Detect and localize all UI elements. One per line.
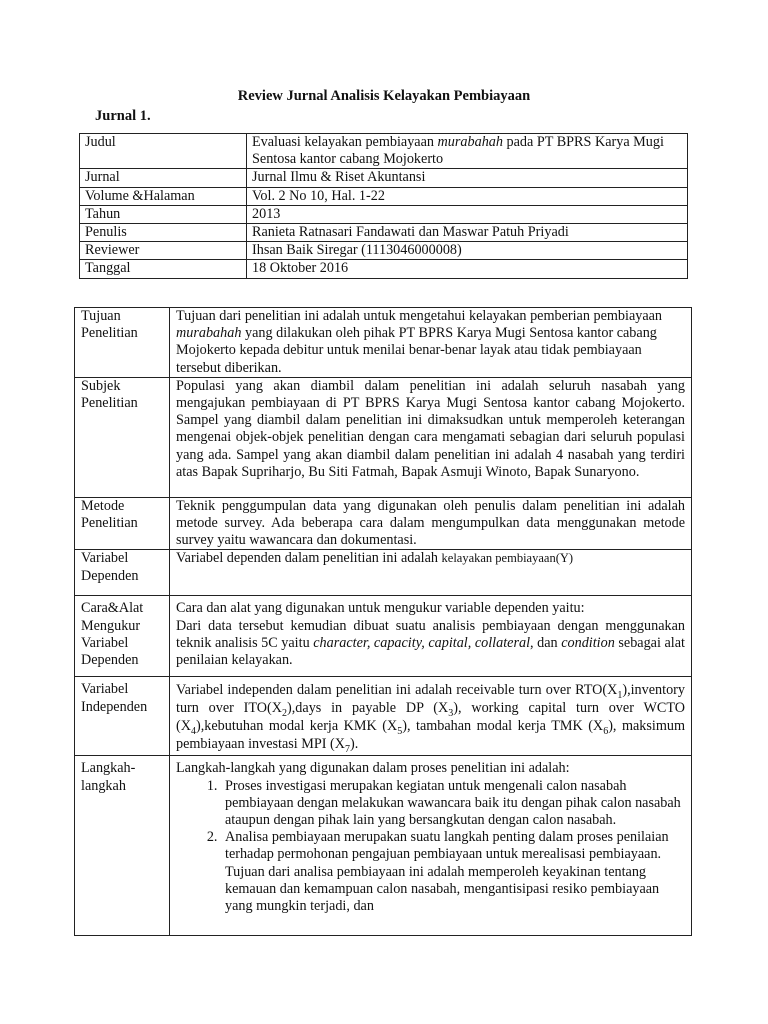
tujuan-value: Tujuan dari penelitian ini adalah untuk mengetahui kelayakan pemberian pembiayaan murabahah yang dilakukan oleh pihak PT BPRS Karya Mugi Sentosa kantor cabang Mojokerto kepada debitur untuk menilai benar-benar layak atau tidak pembiayaan tersebut diberikan. [170,308,692,378]
variabel-independen-label: Variabel Independen [75,677,170,756]
table-row [80,169,688,187]
jurnal-number-label: Jurnal 1. [95,108,151,124]
volume-label: Volume &Halaman [80,187,247,205]
langkah-list [176,778,685,916]
table-row [80,187,688,205]
metode-value: Teknik penggumpulan data yang digunakan oleh penulis dalam penelitian ini adalah metode survey. Ada beberapa cara dalam mengumpulkan data menggunakan metode survey yaitu wawancara dan dokumentasi. [170,497,692,550]
langkah-label: Langkah- langkah [75,756,170,936]
table-row [75,596,692,677]
langkah-value [170,756,692,936]
langkah-intro: Langkah-langkah yang digunakan dalam proses penelitian ini adalah: [176,760,570,777]
jurnal-value: Jurnal Ilmu & Riset Akuntansi [247,169,688,187]
tahun-value: 2013 [247,205,688,223]
table-row [75,677,692,756]
journal-info-table [79,133,688,279]
variabel-independen-value: Variabel independen dalam penelitian ini adalah receivable turn over $RTO(X_1),inventory$ turn over $ITO(X_2),days$ in payable DP $(X_3)$, working capital turn over WCTO $(X_4),kebutuhan$ modal kerja KMK $(X_5)$, tambahan modal kerja TMK $(X_6)$, maksimum pembiayaan investasi MPI $(X_7)$. [170,677,692,756]
table-row [75,308,692,378]
subjek-value: Populasi yang akan diambil dalam penelitian ini adalah seluruh nasabah yang mengajukan pembiayaan di PT BPRS Karya Mugi Sentosa kantor cabang Mojokerto. Sampel yang diambil dalam penelitian ini dimaksudkan untuk memperoleh keterangan mengenai objek-objek penelitian dengan cara mengamati sebagian dari seluruh populasi yang ada. Sampel yang akan diambil dalam penelitian ini adalah 4 nasabah yang terdiri atas Bapak Supriharjo, Bu Siti Fatmah, Bapak Asmuji Winoto, Bapak Sunaryono. [170,377,692,497]
table-row [75,550,692,596]
table-row [80,205,688,223]
cara-alat-value: Cara dan alat yang digunakan untuk mengukur variable dependen yaitu: Dari data tersebut kemudian dibuat suatu analisis pembiayaan dengan menggunakan teknik analisis 5C yaitu character, capacity, capital, collateral, dan condition sebagai alat penilaian kelayakan. [170,596,692,677]
table-row [80,134,688,169]
tanggal-label: Tanggal [80,260,247,278]
penulis-value: Ranieta Ratnasari Fandawati dan Maswar Patuh Priyadi [247,224,688,242]
reviewer-value: Ihsan Baik Siregar (1113046000008) [247,242,688,260]
variabel-dependen-value: Variabel dependen dalam penelitian ini adalah kelayakan pembiayaan(Y) [170,550,692,596]
tujuan-label: Tujuan Penelitian [75,308,170,378]
list-item: 2. Analisa pembiayaan merupakan suatu langkah penting dalam proses penilaian terhadap permohonan pengajuan pembiayaan untuk merealisasi pembiayaan. Tujuan dari analisa pembiayaan ini adalah memperoleh keyakinan tentang kemauan dan kemampuan calon nasabah, mengantisipasi resiko pembiayaan yang mungkin terjadi, dan [221,829,685,915]
penulis-label: Penulis [80,224,247,242]
table-row [75,497,692,550]
volume-value: Vol. 2 No 10, Hal. 1-22 [247,187,688,205]
variabel-dependen-label: Variabel Dependen [75,550,170,596]
table-row [80,260,688,278]
judul-value: Evaluasi kelayakan pembiayaan murabahah pada PT BPRS Karya Mugi Sentosa kantor cabang Mojokerto [247,134,688,169]
table-row [80,224,688,242]
tahun-label: Tahun [80,205,247,223]
table-row [75,756,692,936]
cara-alat-label: Cara&Alat Mengukur Variabel Dependen [75,596,170,677]
subjek-label: Subjek Penelitian [75,377,170,497]
list-item: 1. Proses investigasi merupakan kegiatan untuk mengenali calon nasabah pembiayaan dengan melakukan wawancara baik itu dengan pihak calon nasabah ataupun dengan pihak lain yang bersangkutan dengan calon nasabah. [221,778,685,830]
document-title: Review Jurnal Analisis Kelayakan Pembiayaan [237,88,531,104]
reviewer-label: Reviewer [80,242,247,260]
tanggal-value: 18 Oktober 2016 [247,260,688,278]
metode-label: Metode Penelitian [75,497,170,550]
table-row [80,242,688,260]
review-table [74,307,692,936]
jurnal-label: Jurnal [80,169,247,187]
judul-label: Judul [80,134,247,169]
table-row [75,377,692,497]
